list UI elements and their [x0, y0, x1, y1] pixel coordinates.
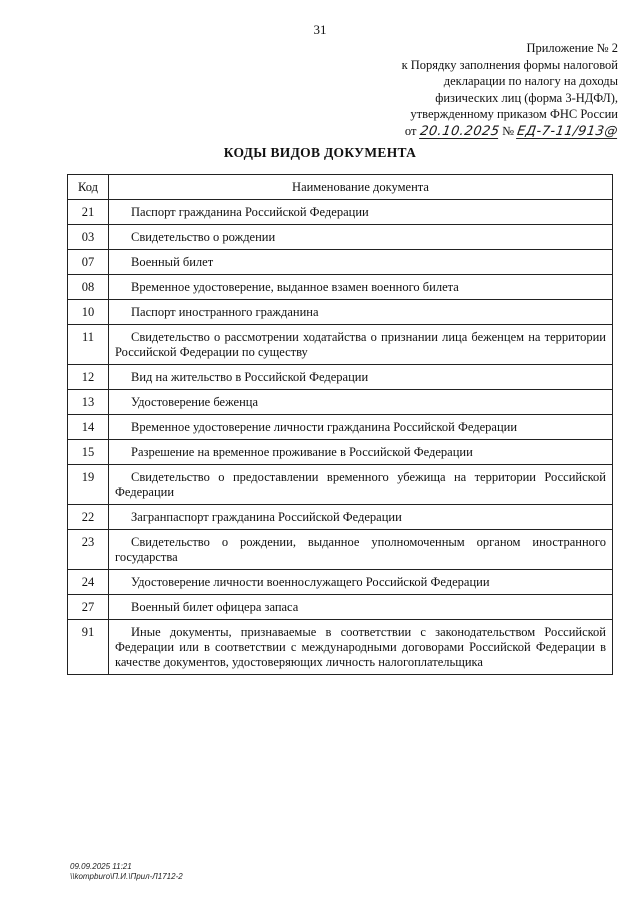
row-name-cell: [109, 440, 613, 465]
table-body: [68, 200, 613, 675]
table-header-row: [68, 175, 613, 200]
row-name: Свидетельство о предоставлении временного убежища на территории Российской Федерации: [115, 470, 606, 499]
handwritten-order-number: ЕД-7-11/913@: [516, 123, 620, 139]
row-name: Свидетельство о рассмотрении ходатайства о признании лица беженцем на территории Российской Федерации по существу: [115, 330, 606, 359]
table-row: [68, 505, 613, 530]
row-code: 03: [68, 225, 109, 250]
row-name-cell: [109, 620, 613, 675]
row-name: Загранпаспорт гражданина Российской Федерации: [131, 510, 402, 524]
row-name: Иные документы, признаваемые в соответствии с законодательством Российской Федерации или в соответствии с международными договорами Российской Федерации в качестве документов, удостоверяющих личность налогоплательщика: [115, 625, 606, 669]
table-row: [68, 570, 613, 595]
table-row: [68, 620, 613, 675]
handwritten-order-date: 20.10.2025: [418, 123, 501, 139]
table-row: [68, 250, 613, 275]
document-title: КОДЫ ВИДОВ ДОКУМЕНТА: [223, 145, 417, 160]
appendix-line-3: декларации по налогу на доходы: [443, 74, 618, 89]
row-name: Разрешение на временное проживание в Российской Федерации: [131, 445, 473, 459]
row-code: 11: [68, 325, 109, 365]
appendix-header: [318, 40, 618, 140]
row-name-cell: [109, 505, 613, 530]
table-row: [68, 365, 613, 390]
row-code: 13: [68, 390, 109, 415]
footer-timestamp: 09.09.2025 11:21: [70, 862, 132, 871]
table-row: [68, 200, 613, 225]
page-number: 31: [313, 22, 327, 37]
appendix-line-1: Приложение № 2: [526, 41, 618, 55]
row-name-cell: [109, 225, 613, 250]
header-name: Наименование документа: [109, 175, 613, 200]
document-codes-table: [67, 174, 613, 675]
row-name: Временное удостоверение личности гражданина Российской Федерации: [131, 420, 518, 434]
row-name: Военный билет офицера запаса: [131, 600, 299, 614]
row-name-cell: [109, 390, 613, 415]
row-name: Удостоверение беженца: [131, 395, 259, 409]
row-name: Паспорт гражданина Российской Федерации: [131, 205, 369, 219]
row-code: 91: [68, 620, 109, 675]
row-name-cell: [109, 365, 613, 390]
table-row: [68, 275, 613, 300]
row-name-cell: [109, 325, 613, 365]
row-name-cell: [109, 200, 613, 225]
row-name: Вид на жительство в Российской Федерации: [131, 370, 369, 384]
footer-meta: [70, 862, 183, 882]
row-name: Временное удостоверение, выданное взамен военного билета: [131, 280, 459, 294]
row-name: Удостоверение личности военнослужащего Российской Федерации: [131, 575, 490, 589]
table-row: [68, 465, 613, 505]
row-code: 23: [68, 530, 109, 570]
from-prefix: от: [404, 123, 417, 138]
row-name-cell: [109, 250, 613, 275]
row-name: Свидетельство о рождении: [131, 230, 276, 244]
row-name-cell: [109, 530, 613, 570]
row-code: 22: [68, 505, 109, 530]
appendix-line-5: утвержденному приказом ФНС России: [410, 107, 618, 122]
table-row: [68, 300, 613, 325]
table-row: [68, 390, 613, 415]
row-name-cell: [109, 465, 613, 505]
row-code: 14: [68, 415, 109, 440]
row-code: 24: [68, 570, 109, 595]
row-name-cell: [109, 595, 613, 620]
row-code: 08: [68, 275, 109, 300]
table-row: [68, 595, 613, 620]
row-name-cell: [109, 570, 613, 595]
row-name-cell: [109, 275, 613, 300]
table-row: [68, 225, 613, 250]
footer-file-path: \\kompburo\П.И.\Прил-Л1712-2: [70, 872, 183, 881]
appendix-line-2: к Порядку заполнения формы налоговой: [401, 57, 618, 72]
row-code: 07: [68, 250, 109, 275]
appendix-line-4: физических лиц (форма 3-НДФЛ),: [435, 90, 618, 105]
row-name-cell: [109, 300, 613, 325]
order-date-number-line: [318, 123, 618, 140]
row-name-cell: [109, 415, 613, 440]
row-code: 10: [68, 300, 109, 325]
table-row: [68, 325, 613, 365]
row-code: 19: [68, 465, 109, 505]
row-code: 12: [68, 365, 109, 390]
row-name: Военный билет: [131, 255, 214, 269]
row-code: 27: [68, 595, 109, 620]
row-name: Паспорт иностранного гражданина: [131, 305, 319, 319]
table-row: [68, 530, 613, 570]
table-row: [68, 440, 613, 465]
row-code: 15: [68, 440, 109, 465]
header-code: Код: [68, 175, 109, 200]
row-name: Свидетельство о рождении, выданное уполномоченным органом иностранного государства: [115, 535, 606, 564]
number-prefix: №: [502, 123, 515, 138]
table-row: [68, 415, 613, 440]
row-code: 21: [68, 200, 109, 225]
